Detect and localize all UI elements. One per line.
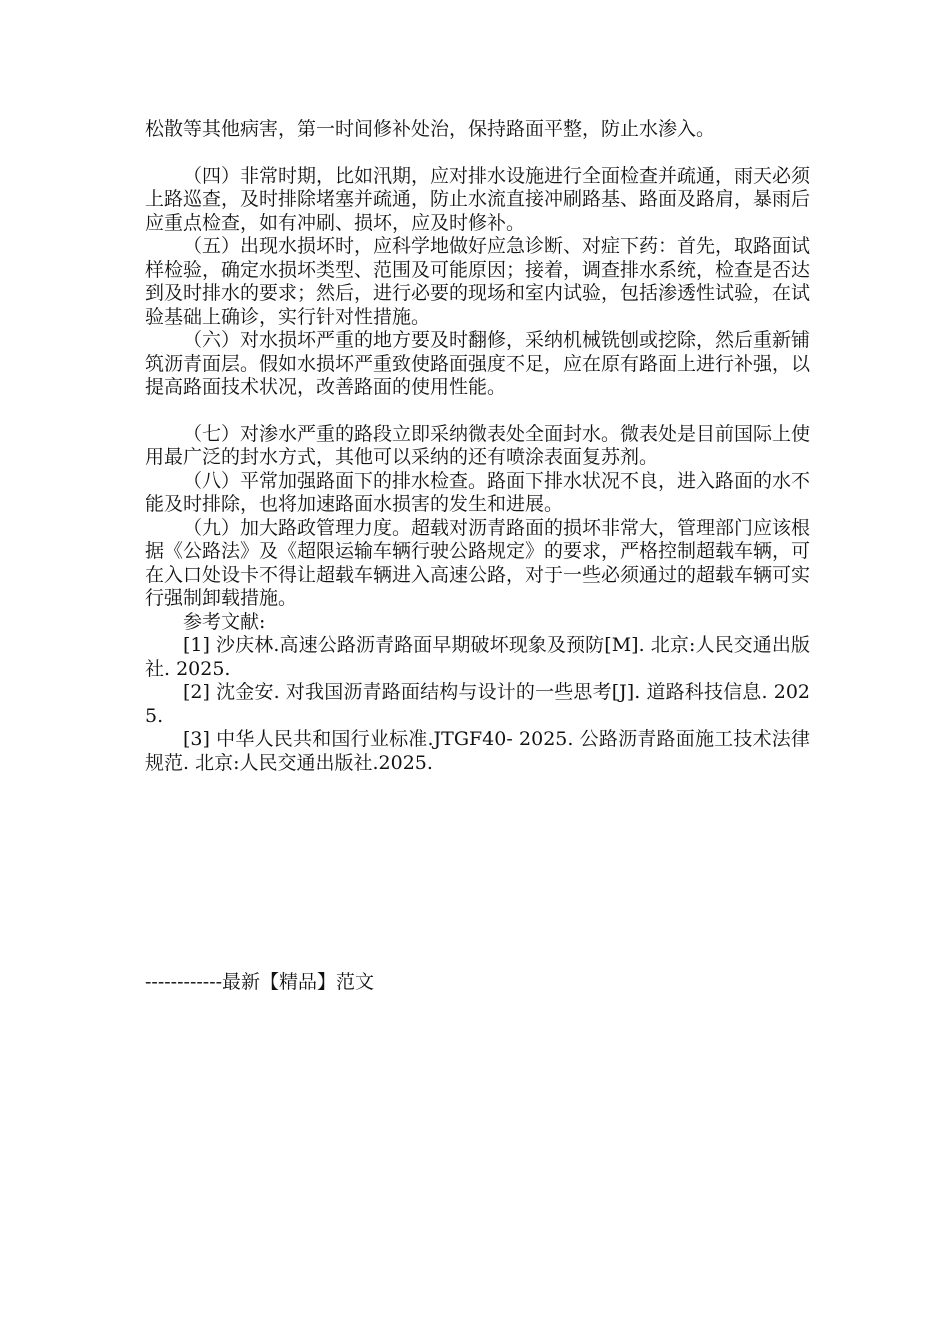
paragraph-item-9: （九）加大路政管理力度。超载对沥青路面的损坏非常大，管理部门应该根据《公路法》及《超限运输车辆行驶公路规定》的要求，严格控制超载车辆，可在入口处设卡不得让超载车辆进入高速公路，对于一些必须通过的超载车辆可实行强制卸载措施。 <box>145 516 811 609</box>
reference-item-3: [3] 中华人民共和国行业标准.JTGF40- 2025. 公路沥青路面施工技术法律规范. 北京:人民交通出版社.2025. <box>145 728 810 774</box>
paragraph-item-6: （六）对水损坏严重的地方要及时翻修，采纳机械铣刨或挖除，然后重新铺筑沥青面层。假如水损坏严重致使路面强度不足，应在原有路面上进行补强，以提高路面技术状况，改善路面的使用性能。 <box>145 329 811 398</box>
reference-item-1: [1] 沙庆林.高速公路沥青路面早期破坏现象及预防[M]. 北京:人民交通出版社. 2025. <box>145 634 810 680</box>
reference-item-2: [2] 沈金安. 对我国沥青路面结构与设计的一些思考[J]. 道路科技信息. 2025. <box>145 681 810 727</box>
paragraph-continuation: 松散等其他病害，第一时间修补处治，保持路面平整，防止水渗入。 <box>145 118 716 140</box>
paragraph-item-7: （七）对渗水严重的路段立即采纳微表处全面封水。微表处是目前国际上使用最广泛的封水方式，其他可以采纳的还有喷涂表面复苏剂。 <box>145 422 811 468</box>
paragraph-item-5: （五）出现水损坏时，应科学地做好应急诊断、对症下药：首先，取路面试样检验，确定水损坏类型、范围及可能原因；接着，调查排水系统，检查是否达到及时排水的要求；然后，进行必要的现场和室内试验，包括渗透性试验，在试验基础上确诊，实行针对性措施。 <box>145 235 811 328</box>
paragraph-item-4: （四）非常时期，比如汛期，应对排水设施进行全面检查并疏通，雨天必须上路巡查，及时排除堵塞并疏通，防止水流直接冲刷路基、路面及路肩，暴雨后应重点检查，如有冲刷、损坏，应及时修补。 <box>145 164 811 234</box>
document-body <box>145 118 810 775</box>
references-heading: 参考文献: <box>183 610 266 633</box>
paragraph-item-8: （八）平常加强路面下的排水检查。路面下排水状况不良，进入路面的水不能及时排除，也将加速路面水损害的发生和进展。 <box>145 469 811 515</box>
document-footer: ------------最新【精品】范文 <box>145 971 375 993</box>
